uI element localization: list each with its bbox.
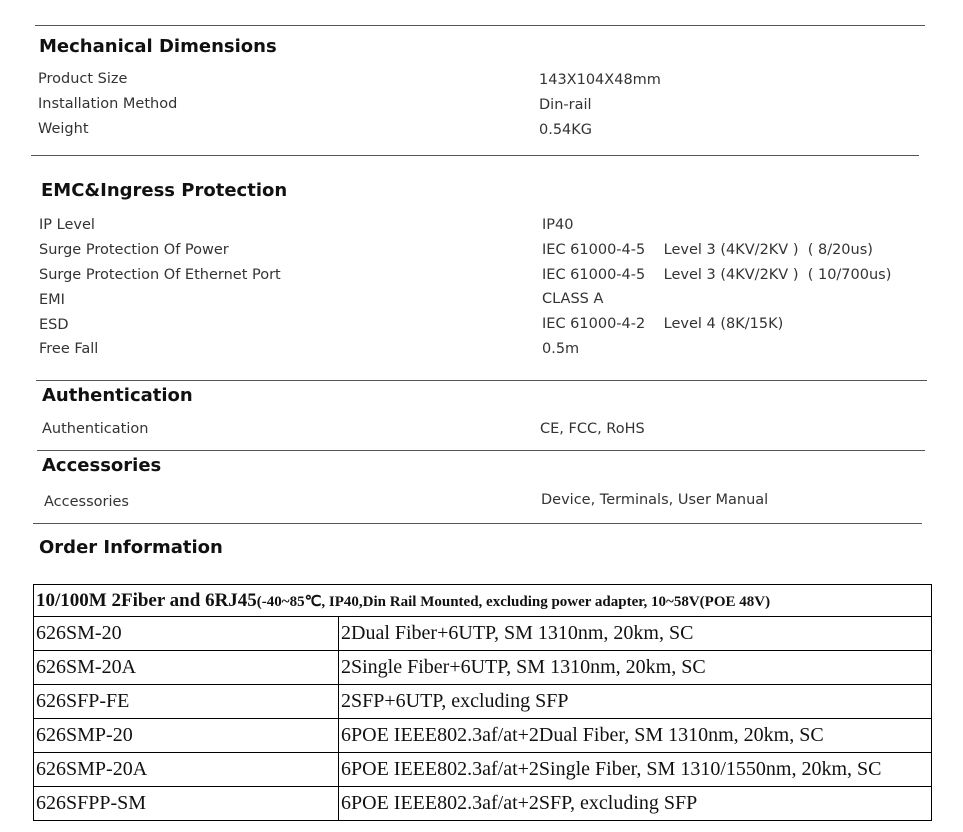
description-cell: 6POE IEEE802.3af/at+2SFP, excluding SFP — [339, 787, 932, 821]
spec-label: Surge Protection Of Power — [39, 242, 229, 258]
spec-value: CLASS A — [542, 291, 604, 307]
spec-value: IEC 61000-4-5 Level 3 (4KV/2KV ) ( 8/20us) — [542, 242, 873, 258]
table-row — [34, 719, 932, 753]
spec-label: Free Fall — [39, 341, 99, 357]
model-cell: 626SMP-20 — [34, 719, 339, 753]
table-row — [34, 685, 932, 719]
divider — [35, 25, 925, 26]
spec-label: Authentication — [42, 421, 149, 437]
section-title-mechanical: Mechanical Dimensions — [39, 36, 277, 57]
divider — [36, 380, 927, 381]
section-title-accessories: Accessories — [42, 455, 162, 476]
spec-label: Surge Protection Of Ethernet Port — [39, 267, 281, 283]
table-row — [34, 617, 932, 651]
spec-value: 143X104X48mm — [539, 72, 661, 88]
table-caption — [34, 585, 932, 617]
model-cell: 626SM-20 — [34, 617, 339, 651]
spec-label: Accessories — [44, 494, 129, 510]
caption-main: 10/100M 2Fiber and 6RJ45 — [36, 589, 257, 611]
divider — [33, 523, 922, 524]
table-row — [34, 787, 932, 821]
model-cell: 626SM-20A — [34, 651, 339, 685]
divider — [31, 155, 919, 156]
divider — [37, 450, 925, 451]
model-cell: 626SFPP-SM — [34, 787, 339, 821]
section-title-order: Order Information — [39, 537, 223, 558]
table-row — [34, 651, 932, 685]
spec-value: 0.5m — [542, 341, 580, 357]
description-cell: 2Dual Fiber+6UTP, SM 1310nm, 20km, SC — [339, 617, 932, 651]
description-cell: 2SFP+6UTP, excluding SFP — [339, 685, 932, 719]
spec-value: 0.54KG — [539, 122, 593, 138]
spec-label: Product Size — [38, 71, 128, 87]
spec-label: IP Level — [39, 217, 95, 233]
spec-value: IP40 — [542, 217, 574, 233]
spec-value: IEC 61000-4-2 Level 4 (8K/15K) — [542, 316, 784, 332]
model-cell: 626SMP-20A — [34, 753, 339, 787]
section-title-authentication: Authentication — [42, 385, 193, 406]
description-cell: 6POE IEEE802.3af/at+2Single Fiber, SM 1310/1550nm, 20km, SC — [339, 753, 932, 787]
section-title-emc: EMC&Ingress Protection — [41, 180, 288, 201]
caption-detail: (-40~85℃, IP40,Din Rail Mounted, excluding power adapter, 10~58V(POE 48V) — [256, 593, 771, 610]
spec-value: IEC 61000-4-5 Level 3 (4KV/2KV ) ( 10/700us) — [542, 267, 892, 283]
spec-label: Installation Method — [38, 96, 178, 112]
spec-label: EMI — [39, 292, 65, 308]
spec-value: Device, Terminals, User Manual — [541, 492, 769, 508]
table-caption-row — [34, 585, 932, 617]
description-cell: 2Single Fiber+6UTP, SM 1310nm, 20km, SC — [339, 651, 932, 685]
spec-label: Weight — [38, 121, 89, 137]
table-row — [34, 753, 932, 787]
spec-value: CE, FCC, RoHS — [540, 421, 645, 437]
spec-label: ESD — [39, 317, 69, 333]
order-table — [33, 584, 932, 821]
spec-value: Din-rail — [539, 97, 592, 113]
description-cell: 6POE IEEE802.3af/at+2Dual Fiber, SM 1310nm, 20km, SC — [339, 719, 932, 753]
model-cell: 626SFP-FE — [34, 685, 339, 719]
